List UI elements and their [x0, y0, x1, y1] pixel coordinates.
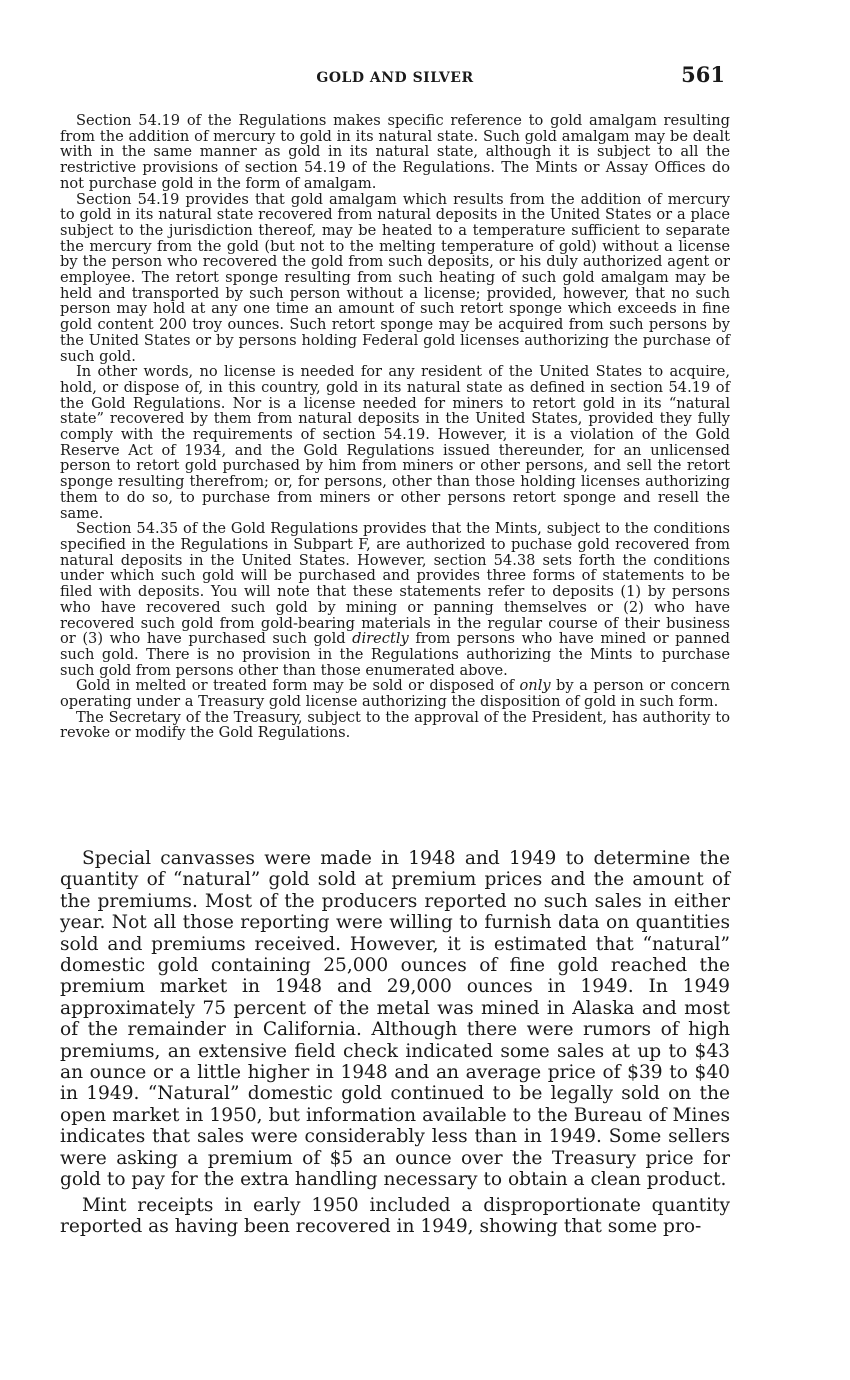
paragraph-text: by a person or concern operating under a Treasury gold license authorizing the disposition of gold in such form. — [60, 677, 730, 711]
regulations-section — [60, 113, 730, 741]
running-head: GOLD AND SILVER — [316, 70, 474, 86]
main-text-section — [60, 848, 730, 1237]
paragraph: In other words, no license is needed for any resident of the United States to acquire, hold, or dispose of, in this country, gold in its natural state as defined in section 54.19 of the Gold Regulations. Nor is a license needed for miners to retort gold in its “natural state” recovered by them from natural deposits in the United States, provided they fully comply with the requirements of section 54.19. However, it is a violation of the Gold Reserve Act of 1934, and the Gold Regulations issued thereunder, for an unlicensed person to retort gold purchased by him from miners or other persons, and sell the retort sponge resulting therefrom; or, for persons, other than those holding licenses authorizing them to do so, to purchase from miners or other persons retort sponge and resell the same. — [60, 363, 730, 522]
emphasis-text: directly — [352, 630, 409, 648]
paragraph-text: Gold in melted or treated form may be sold or disposed of — [76, 677, 520, 695]
paragraph-text: Section 54.35 of the Gold Regulations provides that the Mints, subject to the conditions specified in the Regulations in Subpart F, are authorized to puchase gold recovered from natural deposits in the United States. However, section 54.38 sets forth the conditions under which such gold will be purchased and provides three forms of statements to be filed with deposits. You will note that these statements refer to deposits (1) by persons who have recovered such gold by mining or panning themselves or (2) who have recovered such gold from gold-bearing materials in the regular course of their business or (3) who have purchased such gold — [60, 520, 730, 648]
paragraph — [60, 521, 730, 678]
paragraph: Section 54.19 provides that gold amalgam which results from the addition of mercury to gold in its natural state recovered from natural deposits in the United States or a place subject to the jurisdiction thereof, may be heated to a temperature sufficient to separate the mercury from the gold (but not to the melting temperature of gold) without a license by the person who recovered the gold from such deposits, or his duly authorized agent or employee. The retort sponge resulting from such heating of such gold amalgam may be held and transported by such person without a license; provided, however, that no such person may hold at any one time an amount of such retort sponge which exceeds in fine gold content 200 troy ounces. Such retort sponge may be acquired from such persons by the United States or by persons holding Federal gold licenses authorizing the purchase of such gold. — [60, 190, 730, 365]
paragraph — [60, 678, 730, 709]
paragraph: Mint receipts in early 1950 included a disproportionate quantity reported as having been recovered in 1949, showing that some pro- — [60, 1194, 730, 1237]
paragraph: Section 54.19 of the Regulations makes specific reference to gold amalgam resulting from the addition of mercury to gold in its natural state. Such gold amalgam may be dealt with in the same manner as gold in its natural state, although it is subject to all the restrictive provisions of section 54.19 of the Regulations. The Mints or Assay Offices do not purchase gold in the form of amalgam. — [60, 112, 730, 192]
page-header — [60, 62, 730, 92]
paragraph: The Secretary of the Treasury, subject to the approval of the President, has authority to revoke or modify the Gold Regulations. — [60, 708, 730, 742]
emphasis-text: only — [519, 677, 551, 695]
paragraph-text: from persons who have mined or panned such gold. There is no provision in the Regulations authorizing the Mints to purchase such gold from persons other than those enumerated above. — [60, 630, 731, 679]
paragraph: Special canvasses were made in 1948 and 1949 to determine the quantity of “natural” gold sold at premium prices and the amount of the premiums. Most of the producers reported no such sales in either year. Not all those reporting were willing to furnish data on quantities sold and premiums received. However, it is estimated that “natural” domestic gold containing 25,000 ounces of fine gold reached the premium market in 1948 and 29,000 ounces in 1949. In 1949 approximately 75 percent of the metal was mined in Alaska and most of the remainder in California. Although there were rumors of high premiums, an extensive field check indicated some sales at up to $43 an ounce or a little higher in 1948 and an average price of $39 to $40 in 1949. “Natural” domestic gold continued to be legally sold on the open market in 1950, but information available to the Bureau of Mines indicates that sales were considerably less than in 1949. Some sellers were asking a premium of $5 an ounce over the Treasury price for gold to pay for the extra handling necessary to obtain a clean product. — [60, 848, 730, 1191]
page-number: 561 — [681, 62, 725, 87]
